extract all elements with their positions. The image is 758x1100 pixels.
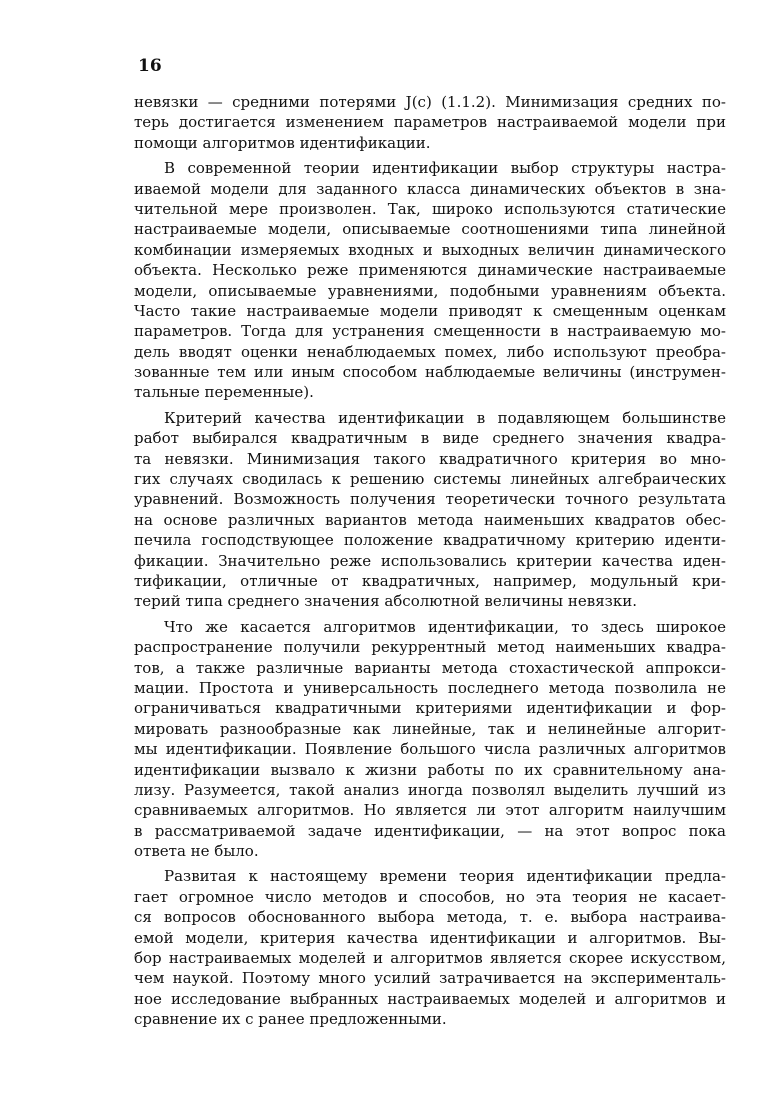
page-number: 16 <box>138 56 162 76</box>
text-line: на основе различных вариантов метода наименьших квадратов обес- <box>134 510 726 529</box>
text-line: Что же касается алгоритмов идентификации, то здесь широкое <box>164 617 726 636</box>
text-line: объекта. Несколько реже применяются динамические настраиваемые <box>134 261 726 280</box>
body-text <box>134 92 726 1030</box>
text-line: мации. Простота и универсальность последнего метода позволила не <box>134 678 726 697</box>
text-line: распространение получили рекуррентный метод наименьших квадра- <box>134 638 726 657</box>
text-line: комбинации измеряемых входных и выходных величин динамического <box>134 240 726 259</box>
text-line: чительной мере произволен. Так, широко используются статические <box>134 199 726 218</box>
text-line: мировать разнообразные как линейные, так и нелинейные алгорит- <box>134 719 726 738</box>
text-line: параметров. Тогда для устранения смещенности в настраиваемую мо- <box>134 322 726 341</box>
text-line: ограничиваться квадратичными критериями идентификации и фор- <box>134 699 726 718</box>
text-line: бор настраиваемых моделей и алгоритмов является скорее искусством, <box>134 949 726 968</box>
text-line: фикации. Значительно реже использовались критерии качества иден- <box>134 551 726 570</box>
text-line: гает огромное число методов и способов, но эта теория не касает- <box>134 887 726 906</box>
text-line: иваемой модели для заданного класса динамических объектов в зна- <box>134 179 726 198</box>
text-line: та невязки. Минимизация такого квадратичного критерия во мно- <box>134 449 726 468</box>
text-line: тов, а также различные варианты метода стохастической аппрокси- <box>134 658 726 677</box>
text-line: невязки — средними потерями J(c) (1.1.2). Минимизация средних по- <box>134 93 726 111</box>
text-line: сравнение их с ранее предложенными. <box>134 1010 447 1029</box>
text-line: модели, описываемые уравнениями, подобными уравнениям объекта. <box>134 281 726 300</box>
text-line: ся вопросов обоснованного выбора метода, т. е. выбора настраива- <box>134 908 726 927</box>
text-line: терь достигается изменением параметров настраиваемой модели при <box>134 113 726 132</box>
text-line: В современной теории идентификации выбор структуры настра- <box>164 159 726 178</box>
text-line: помощи алгоритмов идентификации. <box>134 133 431 152</box>
text-line: сравниваемых алгоритмов. Но является ли этот алгоритм наилучшим <box>134 801 726 820</box>
text-line: Развитая к настоящему времени теория идентификации предла- <box>164 867 726 886</box>
text-line: Часто такие настраиваемые модели приводят к смещенным оценкам <box>134 301 726 320</box>
text-line: идентификации вызвало к жизни работы по их сравнительному ана- <box>134 760 726 779</box>
text-line: лизу. Разумеется, такой анализ иногда позволял выделить лучший из <box>134 780 726 799</box>
text-line: ответа не было. <box>134 842 259 861</box>
text-line: тальные переменные). <box>134 383 314 402</box>
text-line: чем наукой. Поэтому много усилий затрачивается на эксперименталь- <box>134 969 726 988</box>
text-line: тификации, отличные от квадратичных, например, модульный кри- <box>134 571 726 590</box>
text-line: гих случаях сводилась к решению системы линейных алгебраических <box>134 470 726 489</box>
text-line: терий типа среднего значения абсолютной величины невязки. <box>134 592 637 611</box>
text-line: зованные тем или иным способом наблюдаемые величины (инструмен- <box>134 363 726 382</box>
text-line: Критерий качества идентификации в подавляющем большинстве <box>164 408 726 427</box>
text-line: мы идентификации. Появление большого числа различных алгоритмов <box>134 740 726 759</box>
text-line: уравнений. Возможность получения теоретически точного результата <box>134 490 726 509</box>
text-line: работ выбирался квадратичным в виде среднего значения квадра- <box>134 429 726 448</box>
text-line: в рассматриваемой задаче идентификации, — на этот вопрос пока <box>134 821 726 840</box>
text-line: дель вводят оценки ненаблюдаемых помех, либо используют преобра- <box>134 342 726 361</box>
text-line: емой модели, критерия качества идентификации и алгоритмов. Вы- <box>134 928 726 947</box>
text-line: ное исследование выбранных настраиваемых моделей и алгоритмов и <box>134 989 726 1008</box>
text-line: печила господствующее положение квадратичному критерию иденти- <box>134 531 726 550</box>
text-line: настраиваемые модели, описываемые соотношениями типа линейной <box>134 220 726 239</box>
